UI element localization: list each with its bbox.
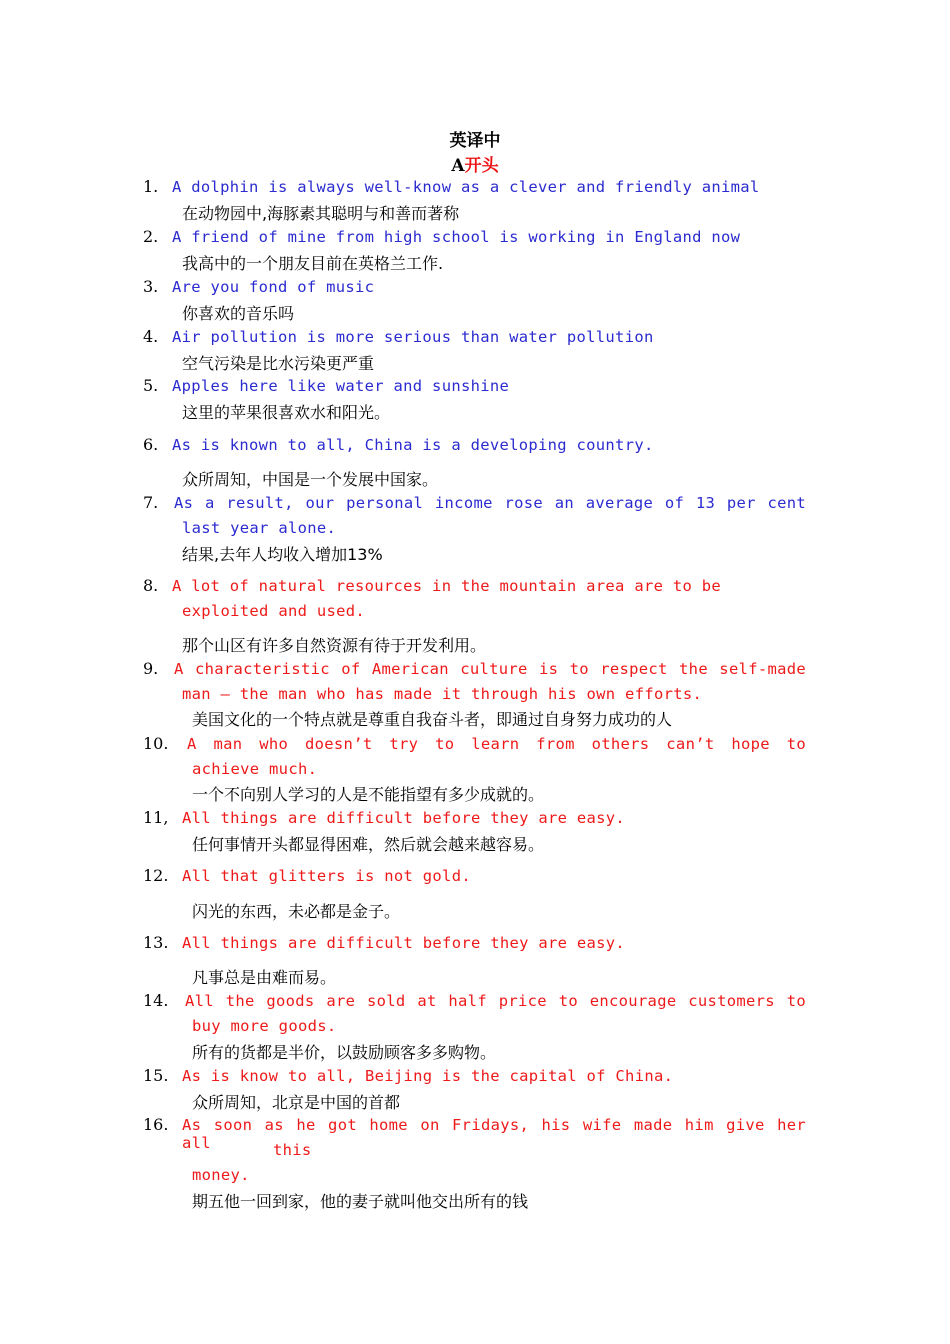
chinese-translation: 这里的苹果很喜欢水和阳光。 xyxy=(182,403,391,422)
english-sentence: Are you fond of music xyxy=(172,278,375,296)
item-number: 16. xyxy=(143,1115,169,1134)
chinese-translation: 所有的货都是半价，以鼓励顾客多多购物。 xyxy=(192,1043,497,1062)
chinese-translation: 在动物园中,海豚素其聪明与和善而著称 xyxy=(182,204,460,223)
item-number: 12. xyxy=(143,866,169,885)
subtitle-red: 开头 xyxy=(464,156,499,176)
item-number: 3. xyxy=(143,277,159,296)
english-sentence-continued: money. xyxy=(192,1166,250,1184)
english-sentence: All the goods are sold at half price to encourage customers to xyxy=(185,992,806,1010)
item-number: 10. xyxy=(143,734,169,753)
english-sentence: As is known to all, China is a developing country. xyxy=(172,436,654,454)
english-sentence: All things are difficult before they are easy. xyxy=(182,934,626,952)
chinese-translation: 众所周知，中国是一个发展中国家。 xyxy=(182,470,439,489)
english-sentence-continued: achieve much. xyxy=(192,760,318,778)
item-number: 13. xyxy=(143,933,169,952)
english-sentence: Apples here like water and sunshine xyxy=(172,377,510,395)
item-number: 1. xyxy=(143,177,159,196)
chinese-translation: 闪光的东西，未必都是金子。 xyxy=(192,902,401,921)
chinese-translation: 我高中的一个朋友目前在英格兰工作. xyxy=(182,254,444,273)
item-number: 5. xyxy=(143,376,159,395)
english-sentence-continued: man – the man who has made it through his own efforts. xyxy=(182,685,703,703)
english-sentence: Air pollution is more serious than water pollution xyxy=(172,328,654,346)
item-number: 4. xyxy=(143,327,159,346)
english-sentence: A dolphin is always well-know as a clever and friendly animal xyxy=(172,178,760,196)
item-number: 2. xyxy=(143,227,159,246)
english-sentence-continued: last year alone. xyxy=(182,519,337,537)
chinese-translation: 凡事总是由难而易。 xyxy=(192,968,337,987)
chinese-translation: 你喜欢的音乐吗 xyxy=(182,304,295,323)
chinese-translation: 任何事情开头都显得困难，然后就会越来越容易。 xyxy=(192,835,545,854)
english-sentence-continued: exploited and used. xyxy=(182,602,366,620)
chinese-translation: 结果,去年人均收入增加13% xyxy=(182,545,383,564)
english-sentence: As is know to all, Beijing is the capital of China. xyxy=(182,1067,674,1085)
english-sentence: A man who doesn’t try to learn from others can’t hope to xyxy=(187,735,806,753)
chinese-translation: 一个不向别人学习的人是不能指望有多少成就的。 xyxy=(192,785,545,804)
english-sentence: A lot of natural resources in the mountain area are to be xyxy=(172,577,722,595)
item-number: 14. xyxy=(143,991,169,1010)
english-sentence-continued: this xyxy=(273,1141,312,1159)
subtitle-prefix: A xyxy=(451,156,465,176)
chinese-translation: 众所周知，北京是中国的首都 xyxy=(192,1093,401,1112)
chinese-translation: 期五他一回到家，他的妻子就叫他交出所有的钱 xyxy=(192,1192,529,1211)
item-number: 7. xyxy=(143,493,159,512)
english-sentence: As a result, our personal income rose an average of 13 per cent xyxy=(174,494,806,512)
item-number: 15. xyxy=(143,1066,169,1085)
item-number: 11, xyxy=(143,808,169,827)
english-sentence-continued: buy more goods. xyxy=(192,1017,337,1035)
english-sentence: All that glitters is not gold. xyxy=(182,867,471,885)
item-number: 8. xyxy=(143,576,159,595)
document-title: 英译中 xyxy=(449,131,501,151)
chinese-translation: 那个山区有许多自然资源有待于开发利用。 xyxy=(182,636,487,655)
section-subtitle xyxy=(0,151,950,176)
item-number: 9. xyxy=(143,659,159,678)
item-number: 6. xyxy=(143,435,159,454)
chinese-translation: 空气污染是比水污染更严重 xyxy=(182,354,375,373)
english-sentence: As soon as he got home on Fridays, his wife made him give her all xyxy=(182,1116,806,1152)
english-sentence: All things are difficult before they are easy. xyxy=(182,809,626,827)
english-sentence: A characteristic of American culture is to respect the self-made xyxy=(174,660,806,678)
english-sentence: A friend of mine from high school is working in England now xyxy=(172,228,741,246)
chinese-translation: 美国文化的一个特点就是尊重自我奋斗者，即通过自身努力成功的人 xyxy=(192,710,673,729)
